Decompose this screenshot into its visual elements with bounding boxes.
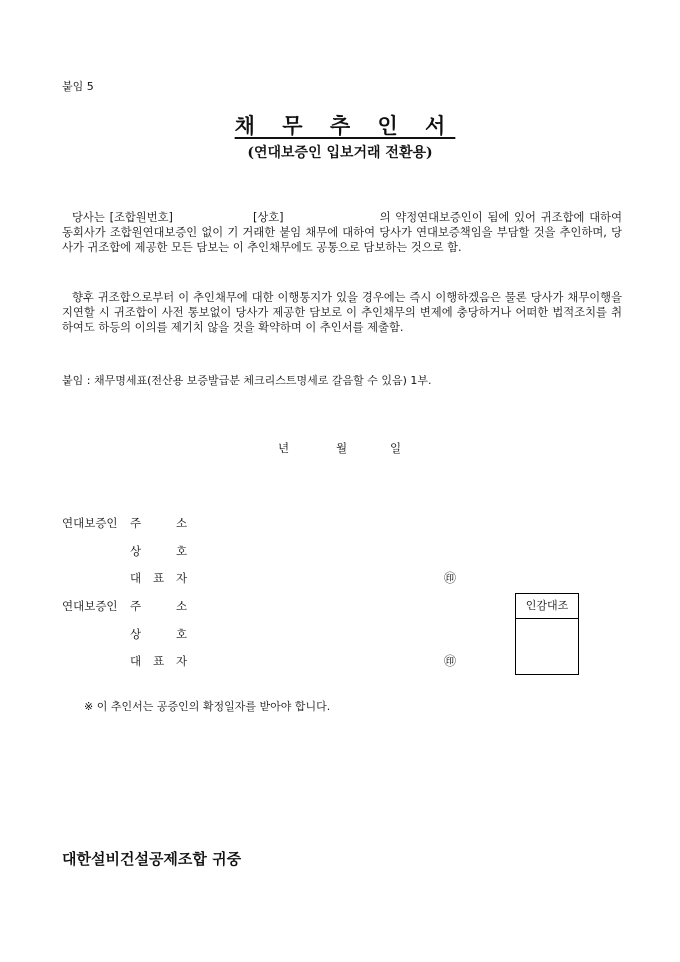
guarantor-2-address-char-1: 주 — [130, 599, 142, 613]
guarantor-1-address-char-2: 소 — [176, 516, 188, 530]
seal-comparison-label: 인감대조 — [516, 594, 578, 619]
date-month: 월 — [336, 441, 348, 455]
guarantor-1-seal-mark: ㊞ — [444, 571, 457, 585]
guarantor-1-rep-char-3: 자 — [176, 571, 188, 585]
guarantor-1-address-char-1: 주 — [130, 516, 142, 530]
document-title — [0, 110, 680, 140]
guarantor-2-rep-char-3: 자 — [176, 654, 188, 668]
attachment-number: 붙임 5 — [62, 80, 94, 93]
document-subtitle: (연대보증인 입보거래 전환용) — [247, 145, 433, 161]
notarization-note: ※ 이 추인서는 공증인의 확정일자를 받아야 합니다. — [84, 700, 331, 713]
paragraph-1-lead: 당사는 [조합원번호] — [72, 211, 173, 224]
guarantor-2-company-char-2: 호 — [176, 627, 188, 641]
seal-comparison-box — [515, 593, 579, 675]
guarantor-1-company-char-2: 호 — [176, 544, 188, 558]
paragraph-1-sangho: [상호] — [252, 211, 284, 224]
guarantor-1-label: 연대보증인 — [62, 516, 118, 530]
guarantor-1-rep-char-1: 대 — [130, 571, 142, 585]
guarantor-2-seal-mark: ㊞ — [444, 654, 457, 668]
date-day: 일 — [390, 441, 402, 455]
guarantor-2-address-char-2: 소 — [176, 599, 188, 613]
guarantor-2-label: 연대보증인 — [62, 599, 118, 613]
guarantor-2-rep-char-1: 대 — [130, 654, 142, 668]
document-title-text: 채 무 추 인 서 — [234, 113, 456, 138]
recipient-footer: 대한설비건설공제조합 귀중 — [62, 850, 242, 868]
guarantor-1-company-char-1: 상 — [130, 544, 142, 558]
guarantor-2-rep-char-2: 표 — [153, 654, 165, 668]
paragraph-2 — [62, 290, 622, 335]
paragraph-2-text: 향후 귀조합으로부터 이 추인채무에 대한 이행통지가 있을 경우에는 즉시 이행하겠음은 물론 당사가 채무이행을 지연할 시 귀조합이 사전 통보없이 당사가 제공한 담보로 이 추인채무의 변제에 충당하거나 어떠한 법적조치를 취하여도 하등의 이의를 제기치 않을 것을 확약하며 이 추인서를 제출함. — [62, 291, 622, 334]
date-year: 년 — [278, 441, 290, 455]
guarantor-1-rep-char-2: 표 — [153, 571, 165, 585]
guarantor-2-company-char-1: 상 — [130, 627, 142, 641]
paragraph-1-rest: 의 약정연대보증인이 됨에 있어 귀조합에 대하여 동회사가 조합원연대보증인 없이 기 거래한 붙임 채무에 대하여 당사가 연대보증책임을 부담할 것을 추인하며, 당사가 귀조합에 제공한 모든 담보는 이 추인채무에도 공통으로 담보하는 것으로 함. — [62, 211, 622, 254]
paragraph-1 — [62, 210, 622, 255]
attachment-line: 붙임 : 채무명세표(전산용 보증발급분 체크리스트명세로 갈음할 수 있음) 1부. — [62, 374, 432, 387]
